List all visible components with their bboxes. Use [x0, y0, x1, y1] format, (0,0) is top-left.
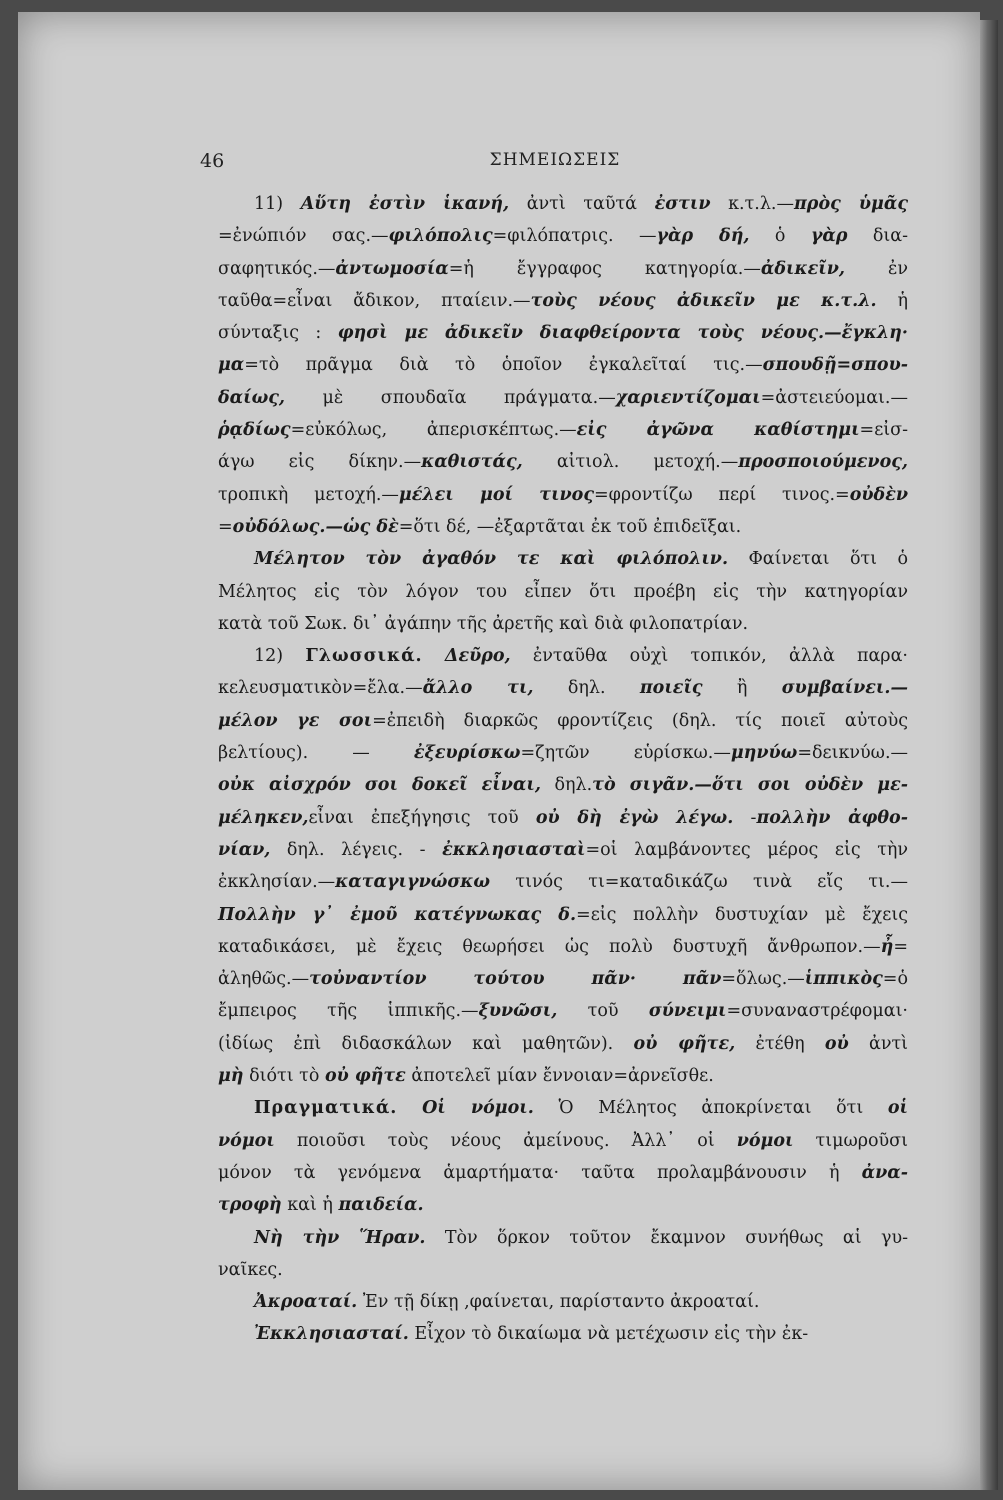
page-edge-shadow — [980, 20, 998, 1490]
text-run: τινός τι=καταδικάζω τινὰ εἴς τι.— — [490, 872, 908, 893]
text-line — [218, 963, 908, 995]
emphasized-term: γὰρ δή, — [656, 226, 750, 247]
emphasized-term: γὰρ — [810, 226, 848, 247]
text-run: ἡ — [876, 290, 908, 311]
text-run: ἀντὶ ταῦτά — [509, 194, 655, 214]
text-run: Φαίνεται ὅτι ὁ — [728, 549, 908, 570]
text-run: άγω εἰς δίκην.— — [218, 452, 422, 473]
text-line — [218, 543, 908, 575]
emphasized-term: σύνειμι — [648, 1001, 727, 1022]
emphasized-term: ἀδικεῖν, — [760, 258, 845, 279]
text-line — [218, 1222, 908, 1254]
emphasized-term: οὐδόλως.—ὡς δὲ — [232, 516, 399, 537]
emphasized-term: οὐ φῆτε — [324, 1066, 406, 1087]
emphasized-term: ἄλλο τι, — [422, 678, 534, 699]
text-run: =φιλόπατρις. — — [492, 226, 657, 247]
emphasized-term: συμβαίνει.— — [781, 678, 908, 699]
text-run: κ.τ.λ.— — [710, 194, 794, 214]
text-line — [218, 1060, 908, 1092]
text-run: =ζητῶν εὑρίσκω.— — [520, 743, 731, 764]
emphasized-term: παιδεία. — [338, 1195, 424, 1216]
text-run: ποιοῦσι τοὺς νέους ἀμείνους. Ἀλλ᾽ οἱ — [274, 1130, 737, 1151]
text-run: =εὐκόλως, ἀπερισκέπτως.— — [290, 420, 577, 441]
notes-body — [218, 188, 908, 1351]
emphasized-term: μὴ — [218, 1066, 244, 1087]
text-run: ἐκκλησίαν.— — [218, 872, 336, 893]
emphasized-term: μέληκεν, — [218, 807, 309, 828]
text-run: Τὸν ὅρκον τοῦτον ἔκαμνον συνήθως αἱ γυ- — [425, 1227, 908, 1248]
text-run: Ἐν τῇ δίκῃ ,φαίνεται, παρίσταντο ἀκροαταί. — [357, 1292, 760, 1313]
text-run: =ὁ — [882, 969, 908, 990]
text-run: =ἐνώπιόν σας.— — [218, 226, 389, 247]
text-line — [218, 608, 908, 640]
section-heading: Πραγματικά. — [254, 1098, 398, 1119]
emphasized-term: νίαν, — [218, 839, 271, 860]
text-run — [423, 646, 445, 666]
text-line — [218, 931, 908, 963]
emphasized-term: ἦ — [880, 936, 894, 957]
text-run: =δεικνύω.— — [797, 743, 909, 764]
text-line — [218, 1286, 908, 1318]
text-run: ἀποτελεῖ μίαν ἔννοιαν=ἀρνεῖσθε. — [405, 1066, 714, 1087]
emphasized-term: δαίως, — [218, 387, 286, 408]
emphasized-term: φησὶ με ἀδικεῖν διαφθείροντα τοὺς νέους.—ἔγκλη· — [337, 323, 908, 344]
text-run: =τὸ πρᾶγμα διὰ τὸ ὁποῖον ἐγκαλεῖταί τις.— — [244, 355, 763, 376]
text-line — [218, 285, 908, 317]
text-run: μὲ σπουδαῖα πράγματα.— — [285, 387, 616, 408]
text-run: (ἰδίως ἐπὶ διδασκάλων καὶ μαθητῶν). — [218, 1033, 634, 1054]
text-run: =εἰσ- — [859, 420, 908, 441]
text-run: αἰτιολ. μετοχή.— — [522, 452, 739, 473]
emphasized-term: οἱ — [887, 1098, 908, 1119]
emphasized-term: ἐκκλησιασταὶ — [442, 839, 586, 860]
emphasized-term: χαριεντίζομαι — [615, 387, 761, 408]
text-line — [218, 705, 908, 737]
emphasized-term: ἐστιν — [654, 194, 711, 214]
emphasized-term: ἀντωμοσία — [335, 258, 449, 279]
page-number: 46 — [200, 150, 225, 172]
emphasized-term: οὐ — [824, 1033, 849, 1054]
emphasized-term: τὸ σιγᾶν.—ὅτι σοι οὐδὲν με- — [592, 775, 908, 796]
emphasized-term: ἱππικὸς — [804, 969, 883, 990]
emphasized-term: φιλόπολις — [388, 226, 493, 247]
text-run: ταῦθα=εἶναι ἄδικον, πταίειν.— — [218, 290, 531, 311]
text-line — [218, 253, 908, 285]
emphasized-term: οὐκ αἰσχρόν σοι δοκεῖ εἶναι, — [218, 775, 541, 796]
text-line — [218, 769, 908, 801]
text-line — [218, 576, 908, 608]
text-run: δηλ. λέγεις. - — [270, 839, 443, 860]
emphasized-term: ἐξευρίσκω — [413, 743, 521, 764]
emphasized-term: τοὐναντίον τούτου πᾶν· πᾶν — [309, 969, 722, 990]
text-line — [218, 220, 908, 252]
text-line — [218, 1318, 908, 1350]
text-line — [218, 1157, 908, 1189]
text-run: Ὁ Μέλητος ἀποκρίνεται ὅτι — [533, 1098, 888, 1119]
text-run: διότι τὸ — [243, 1066, 325, 1087]
text-run: ἔμπειρος τῆς ἱππικῆς.— — [218, 1001, 479, 1022]
text-line — [218, 640, 908, 672]
text-run: ναῖκες. — [218, 1259, 283, 1280]
text-run: - — [733, 807, 757, 828]
emphasized-term: ἀνα- — [861, 1162, 908, 1183]
text-run: τροπικὴ μετοχή.— — [218, 484, 399, 505]
emphasized-term: πρὸς ὑμᾶς — [794, 194, 908, 214]
text-run: =ὅτι δέ, —ἐξαρτᾶται ἐκ τοῦ ἐπιδεῖξαι. — [398, 516, 742, 537]
text-line — [218, 1254, 908, 1286]
text-run: δηλ. — [540, 775, 593, 796]
text-line — [218, 899, 908, 931]
emphasized-term: προσποιούμενος, — [738, 452, 908, 473]
text-run: = — [218, 516, 233, 537]
emphasized-term: Δεῦρο, — [444, 646, 511, 667]
text-run: 11) — [254, 194, 301, 214]
emphasized-term: Ἀκροαταί. — [254, 1292, 358, 1313]
text-run: ὁ — [749, 226, 811, 247]
emphasized-term: καταγιγνώσκω — [335, 872, 491, 893]
text-run: σύνταξις : — [218, 323, 338, 344]
emphasized-term: νόμοι — [736, 1130, 794, 1151]
text-line — [218, 1125, 908, 1157]
text-line — [218, 382, 908, 414]
text-line — [218, 834, 908, 866]
text-run: =ἐπειδὴ διαρκῶς φροντίζεις (δηλ. τίς ποιεῖ αὐτοὺς — [372, 710, 909, 731]
section-heading: Γλωσσικά. — [305, 646, 423, 667]
text-run: =οἱ λαμβάνοντες μέρος εἰς τὴν — [585, 839, 908, 860]
emphasized-term: Ἐκκλησιασταί. — [254, 1324, 409, 1345]
text-line — [218, 1189, 908, 1221]
text-run: μόνον τὰ γενόμενα ἁμαρτήματα· ταῦτα προλαμβάνουσιν ἡ — [218, 1162, 862, 1183]
text-line — [218, 802, 908, 834]
emphasized-term: Αὕτη ἐστὶν ἱκανή, — [300, 194, 510, 214]
text-line — [218, 866, 908, 898]
text-run: =ἀστειεύομαι.— — [760, 387, 908, 408]
text-run: Μέλητος εἰς τὸν λόγον του εἶπεν ὅτι προέβη εἰς τὴν κατηγορίαν — [218, 581, 908, 602]
text-run: καὶ ἡ — [281, 1195, 339, 1216]
emphasized-term: ῥᾳδίως — [218, 420, 291, 441]
text-run: ἢ — [702, 678, 782, 699]
emphasized-term: εἰς ἀγῶνα καθίστημι — [576, 420, 860, 441]
emphasized-term: τοὺς νέους ἀδικεῖν με κ.τ.λ. — [530, 290, 877, 311]
text-run: βελτίους). — — [218, 743, 414, 764]
emphasized-term: Μέλητον τὸν ἀγαθόν τε καὶ φιλόπολιν. — [254, 549, 729, 570]
text-run: κελευσματικὸν=ἔλα.— — [218, 678, 423, 699]
text-run: ἐτέθη — [735, 1033, 825, 1054]
text-run: Εἶχον τὸ δικαίωμα νὰ μετέχωσιν εἰς τὴν ἐκ- — [408, 1324, 809, 1345]
text-line — [218, 511, 908, 543]
emphasized-term: μηνύω — [730, 743, 798, 764]
text-run: 12) — [254, 646, 306, 667]
text-run: ἐν — [844, 258, 909, 279]
emphasized-term: Οἱ νόμοι. — [422, 1098, 534, 1119]
text-line — [218, 1092, 908, 1124]
emphasized-term: νόμοι — [218, 1130, 275, 1151]
text-run: δηλ. — [533, 678, 640, 699]
text-line — [218, 188, 908, 220]
text-run: =ὅλως.— — [721, 969, 805, 990]
text-run — [397, 1098, 422, 1118]
text-run: τιμωροῦσι — [793, 1130, 908, 1151]
text-run: εἶναι ἐπεξήγησις τοῦ — [308, 807, 536, 828]
emphasized-term: Πολλὴν γ᾽ ἐμοῦ κατέγνωκας δ. — [218, 904, 577, 925]
text-line — [218, 414, 908, 446]
emphasized-term: μα — [218, 355, 245, 376]
emphasized-term: μέλον γε σοι — [218, 710, 373, 731]
text-run: =συναναστρέφομαι· — [726, 1001, 908, 1022]
emphasized-term: οὐδὲν — [849, 484, 909, 505]
running-head: ΣΗΜΕΙΩΣΕΙΣ — [489, 150, 621, 170]
text-line — [218, 349, 908, 381]
text-run: ἀντὶ — [848, 1033, 908, 1054]
text-line — [218, 446, 908, 478]
text-line — [218, 995, 908, 1027]
text-line — [218, 479, 908, 511]
text-run: ἐνταῦθα οὐχὶ τοπικόν, ἀλλὰ παρα· — [510, 646, 908, 667]
page-header — [200, 150, 910, 174]
text-run: κατὰ τοῦ Σωκ. δι᾽ ἀγάπην τῆς ἀρετῆς καὶ διὰ φιλοπατρίαν. — [218, 613, 749, 634]
text-run: δια- — [847, 226, 908, 247]
text-run: σαφητικός.— — [218, 258, 336, 279]
text-line — [218, 672, 908, 704]
text-run: καταδικάσει, μὲ ἔχεις θεωρήσει ὡς πολὺ δυστυχῆ ἄνθρωπον.— — [218, 936, 881, 957]
text-run: = — [893, 936, 908, 957]
emphasized-term: μέλει μοί τινος — [398, 484, 595, 505]
emphasized-term: Νὴ τὴν Ἥραν. — [254, 1227, 426, 1248]
emphasized-term: οὐ φῆτε, — [633, 1033, 736, 1054]
emphasized-term: πολλὴν ἀφθο- — [756, 807, 908, 828]
text-line — [218, 317, 908, 349]
emphasized-term: τροφὴ — [218, 1195, 282, 1216]
emphasized-term: ξυνῶσι, — [478, 1001, 558, 1022]
text-line — [218, 1028, 908, 1060]
text-run: ἀληθῶς.— — [218, 969, 310, 990]
emphasized-term: καθιστάς, — [421, 452, 523, 473]
text-run: =φροντίζω περί τινος.= — [594, 484, 850, 505]
emphasized-term: σπουδῇ=σπου- — [762, 355, 908, 376]
emphasized-term: οὐ δὴ ἐγὼ λέγω. — [535, 807, 734, 828]
text-line — [218, 737, 908, 769]
text-run: =εἰς πολλὴν δυστυχίαν μὲ ἔχεις — [576, 904, 908, 925]
emphasized-term: ποιεῖς — [639, 678, 703, 699]
text-run: τοῦ — [557, 1001, 649, 1022]
text-run: =ἡ ἔγγραφος κατηγορία.— — [448, 258, 761, 279]
